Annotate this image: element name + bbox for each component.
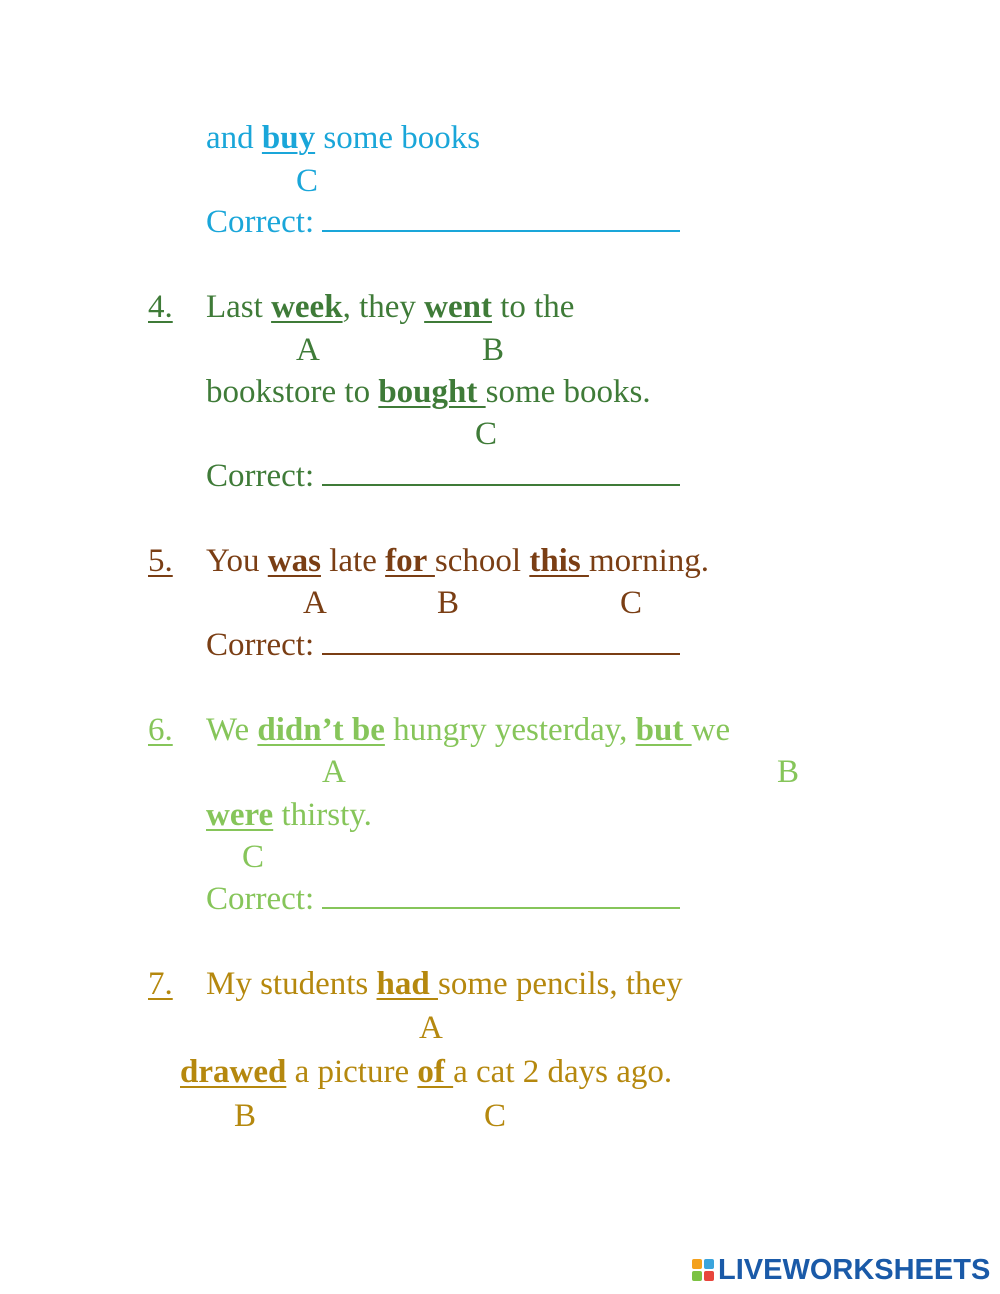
- q5-underlined-c: this: [529, 543, 589, 579]
- q6-number: 6.: [148, 712, 173, 748]
- q4-line-1: Last week, they went to the: [206, 289, 575, 325]
- q3-line-1: [206, 122, 480, 155]
- q6-correct-row: [206, 883, 680, 916]
- q5-letter-a: A: [303, 585, 327, 621]
- q4-letter-a: A: [296, 332, 320, 368]
- q5-answer-blank[interactable]: [322, 629, 680, 655]
- q6-underlined-b: but: [635, 712, 692, 748]
- q3-answer-blank[interactable]: [322, 206, 680, 232]
- q7-underlined-a: had: [376, 966, 438, 1002]
- q4-underlined-a: week: [271, 289, 343, 325]
- q6-answer-blank[interactable]: [322, 883, 680, 909]
- q7-letter-b: B: [234, 1098, 257, 1134]
- q6-line-2: were thirsty.: [206, 797, 372, 833]
- q6-letter-a: A: [322, 754, 346, 790]
- q4-line-2: bookstore to bought some books.: [206, 374, 651, 410]
- correct-label: Correct:: [206, 627, 323, 663]
- q3-correct-row: [206, 206, 680, 239]
- logo-mark-icon: [692, 1259, 714, 1281]
- q3-text: and: [206, 120, 262, 156]
- q6-line-1: We didn’t be hungry yesterday, but we: [206, 712, 731, 748]
- q3-letter-c: C: [296, 163, 319, 199]
- q7-letter-a: A: [419, 1010, 443, 1046]
- q7-number: 7.: [148, 966, 173, 1002]
- logo-square: [692, 1259, 702, 1269]
- q7-letter-c: C: [484, 1098, 507, 1134]
- q5-correct-row: [206, 629, 680, 662]
- q4-letter-b: B: [482, 332, 505, 368]
- q3-underlined-c: buy: [261, 120, 316, 156]
- logo-square: [692, 1271, 702, 1281]
- q5-number: 5.: [148, 543, 173, 579]
- q4-underlined-c: bought: [378, 374, 486, 410]
- correct-label: Correct:: [206, 881, 323, 917]
- q6-underlined-c: were: [206, 797, 274, 833]
- q7-line-2: drawed a picture of a cat 2 days ago.: [180, 1054, 673, 1090]
- q6-underlined-a: didn’t be: [257, 712, 385, 748]
- logo-square: [704, 1271, 714, 1281]
- correct-label: Correct:: [206, 458, 323, 494]
- q5-underlined-a: was: [267, 543, 321, 579]
- correct-label: Correct:: [206, 204, 323, 240]
- q4-underlined-b: went: [424, 289, 492, 325]
- logo-square: [704, 1259, 714, 1269]
- q7-underlined-b: drawed: [180, 1054, 287, 1090]
- q4-correct-row: [206, 460, 680, 493]
- logo-text: LIVEWORKSHEETS: [718, 1253, 991, 1286]
- q5-letter-b: B: [437, 585, 460, 621]
- q6-letter-b: B: [777, 754, 800, 790]
- q5-underlined-b: for: [385, 543, 435, 579]
- q7-line-1: My students had some pencils, they: [206, 966, 683, 1002]
- q3-text: some books: [315, 120, 481, 156]
- q5-letter-c: C: [620, 585, 643, 621]
- q7-underlined-c: of: [417, 1054, 454, 1090]
- q5-line-1: You was late for school this morning.: [206, 543, 710, 579]
- q4-letter-c: C: [475, 416, 498, 452]
- q4-number: 4.: [148, 289, 173, 325]
- liveworksheets-logo[interactable]: [692, 1253, 990, 1287]
- q4-answer-blank[interactable]: [322, 460, 680, 486]
- q6-letter-c: C: [242, 839, 265, 875]
